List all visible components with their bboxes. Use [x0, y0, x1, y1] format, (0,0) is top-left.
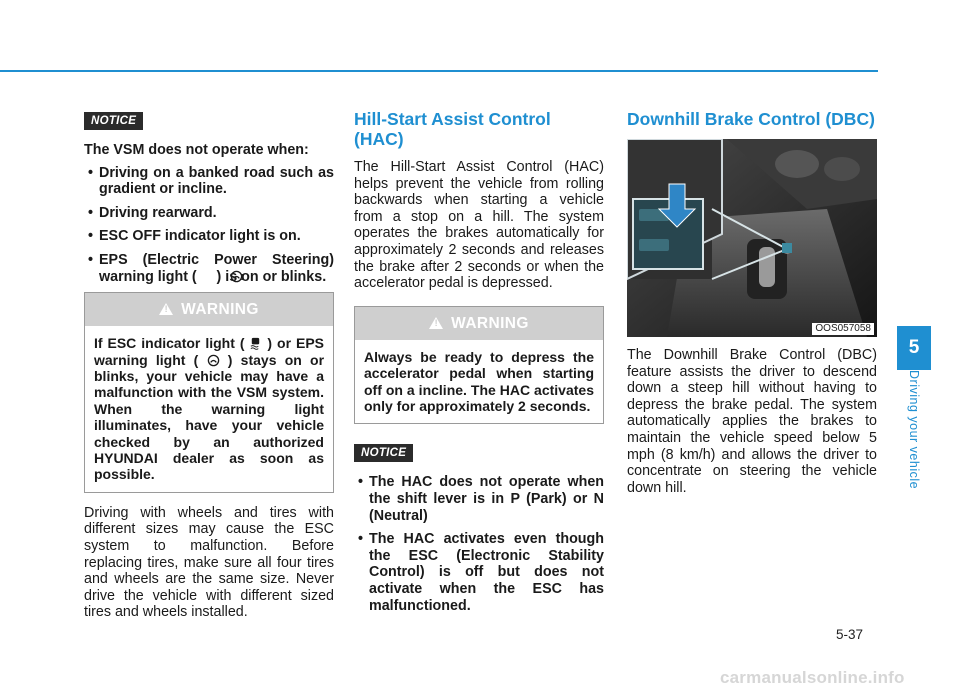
warning-title: WARNING: [451, 314, 529, 332]
svg-text:!: [241, 272, 243, 282]
list-item: • Driving on a banked road such as gradient or incline.: [84, 165, 334, 198]
column-dbc: [627, 109, 877, 496]
hac-paragraph: The Hill-Start Assist Control (HAC) helps prevent the vehicle from rolling backwards when starting a vehicle from a stop on a hill. The system operates the brakes automatically for approximately 2 seconds and releases the brake after 2 seconds or when the accelerator pedal is depressed.: [354, 159, 604, 292]
vsm-intro: The VSM does not operate when:: [84, 142, 309, 158]
chapter-tab: 5: [897, 326, 931, 370]
warning-header: [355, 307, 603, 340]
warning-header: [85, 293, 333, 326]
console-illustration: [627, 139, 877, 337]
tire-paragraph: Driving with wheels and tires with different sizes may cause the ESC system to malfunction. Before replacing tires, make sure all four tires and wheels are the same size. Never drive the vehicle with different sized tires and wheels installed.: [84, 504, 334, 621]
hac-bullet-list: [354, 474, 604, 614]
eps-warning-icon: [207, 354, 220, 367]
esc-indicator-icon: [249, 337, 262, 350]
list-item: [84, 252, 334, 285]
vsm-warning-box: [84, 292, 334, 493]
watermark: carmanualsonline.info: [720, 668, 905, 687]
warning-text-1: If ESC indicator light (: [94, 335, 245, 352]
chapter-label: Driving your vehicle: [907, 370, 921, 490]
hac-warning-box: [354, 306, 604, 425]
warning-text-3: ) stays on or blinks, your vehicle may have a malfunction with the VSM system. When the warning light illuminates, have your vehicle checked by an authorized HYUNDAI dealer as soon as possible.: [94, 351, 325, 483]
dbc-paragraph: The Downhill Brake Control (DBC) feature assists the driver to descend down a steep hill without having to depress the brake pedal. The system automatically applies the brakes to maintain the vehicle speed below 5 mph (8 km/h) and allows the driver to concentrate on steering the vehicle down hill.: [627, 347, 877, 496]
image-code: OOS057058: [812, 323, 874, 335]
warning-body: Always be ready to depress the accelerator pedal when starting off on a incline. The HAC activates only for approximately 2 seconds.: [364, 348, 594, 414]
dbc-photo: [627, 139, 877, 337]
warning-triangle-icon: [159, 303, 173, 315]
list-item: • ESC OFF indicator light is on.: [84, 228, 334, 245]
column-hac: [354, 109, 604, 621]
hac-heading: Hill-Start Assist Control (HAC): [354, 109, 551, 149]
chapter-sidebar: [897, 370, 931, 530]
vsm-bullet-list: [84, 165, 334, 286]
column-vsm: [84, 112, 334, 621]
notice-badge: NOTICE: [354, 444, 413, 462]
list-item: • The HAC does not operate when the shift lever is in P (Park) or N (Neutral): [354, 474, 604, 524]
eps-bullet-text: EPS (Electric Power Steering) warning light ( ) is on or blinks.: [99, 251, 334, 285]
warning-text-2: ) or EPS warning light (: [94, 335, 325, 368]
warning-triangle-icon: [429, 317, 443, 329]
list-item: • The HAC activates even though the ESC (Electronic Stability Control) is off but does not activate when the ESC has malfunctioned.: [354, 531, 604, 614]
warning-body: [85, 326, 333, 492]
notice-badge: NOTICE: [84, 112, 143, 130]
warning-title: WARNING: [181, 301, 259, 319]
eps-warning-icon: [230, 270, 243, 283]
dbc-heading: Downhill Brake Control (DBC): [627, 109, 875, 129]
header-rule: [0, 70, 878, 72]
page-number: 5-37: [836, 627, 864, 642]
list-item: • Driving rearward.: [84, 205, 334, 222]
